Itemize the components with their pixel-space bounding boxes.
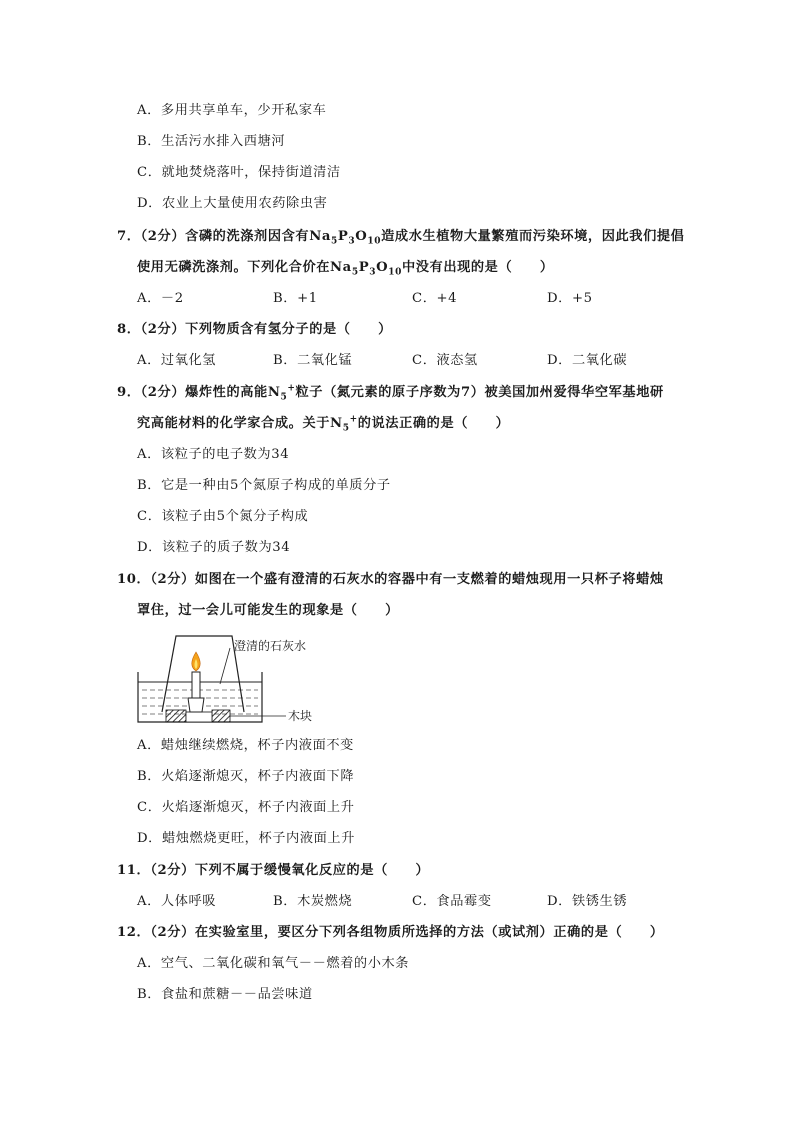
q10-option-a: A．蜡烛继续燃烧，杯子内液面不变 — [137, 738, 354, 753]
q7-stem-line1: 7．（2分）含磷的洗涤剂因含有$Na_5P_3O_{10}$造成水生植物大量繁殖而污染环境，因此我们提倡 — [117, 229, 685, 247]
q11-option-c: C．食品霉变 — [412, 894, 492, 909]
q7-stem-line2: 使用无磷洗涤剂。下列化合价在$Na_5P_3O_{10}$中没有出现的是（ ） — [137, 260, 554, 278]
q6-option-b: B．生活污水排入西塘河 — [137, 134, 286, 149]
q6-option-a: A．多用共享单车，少开私家车 — [137, 103, 327, 118]
q8-stem: 8．（2分）下列物质含有氢分子的是（ ） — [117, 322, 392, 337]
q7-formula: $Na_5P_3O_{10}$ — [309, 229, 382, 247]
q7-formula-2: $Na_5P_3O_{10}$ — [330, 260, 402, 278]
candle-holder — [188, 698, 204, 712]
q9-option-a: A．该粒子的电子数为34 — [137, 447, 290, 462]
q8-option-c: C．液态氢 — [412, 353, 478, 368]
q6-option-d: D．农业上大量使用农药除虫害 — [137, 196, 328, 211]
q9-option-b: B．它是一种由5个氮原子构成的单质分子 — [137, 478, 391, 493]
q12-option-b: B．食盐和蔗糖－－品尝味道 — [137, 987, 313, 1002]
q8-option-b: B．二氧化锰 — [273, 353, 353, 368]
q8-option-a: A．过氧化氢 — [137, 353, 217, 368]
q11-stem: 11．（2分）下列不属于缓慢氧化反应的是（ ） — [117, 863, 430, 878]
q12-option-a: A．空气、二氧化碳和氧气－－燃着的小木条 — [137, 956, 410, 971]
q10-stem-line2: 罩住，过一会儿可能发生的现象是（ ） — [137, 603, 399, 618]
q7-option-d: D．+5 — [547, 291, 593, 306]
q12-stem: 12．（2分）在实验室里，要区分下列各组物质所选择的方法（或试剂）正确的是（ ） — [117, 925, 664, 940]
q11-option-a: A．人体呼吸 — [137, 894, 217, 909]
q6-option-c: C．就地焚烧落叶，保持街道清洁 — [137, 165, 341, 180]
label-wood-block: 木块 — [288, 709, 313, 723]
q9-ion-2: $N_5^+$ — [330, 414, 358, 434]
q9-ion: $N_5^+$ — [267, 383, 296, 403]
q9-stem-line2: 究高能材料的化学家合成。关于$N_5^+$的说法正确的是（ ） — [137, 414, 510, 434]
wood-block-right — [212, 710, 230, 722]
q7-option-c: C．+4 — [412, 291, 458, 306]
q8-option-d: D．二氧化碳 — [547, 353, 628, 368]
q7-option-b: B．+1 — [273, 291, 318, 306]
label-limewater: 澄清的石灰水 — [234, 639, 307, 653]
q7-option-a: A．－2 — [137, 291, 184, 306]
q10-option-d: D．蜡烛燃烧更旺，杯子内液面上升 — [137, 831, 355, 846]
leader-limewater — [220, 648, 230, 684]
q11-option-b: B．木炭燃烧 — [273, 894, 353, 909]
q10-stem-line1: 10．（2分）如图在一个盛有澄清的石灰水的容器中有一支燃着的蜡烛现用一只杯子将蜡烛 — [117, 572, 664, 587]
candle — [192, 672, 200, 698]
wood-block-left — [166, 710, 186, 722]
wood-block-center — [186, 712, 212, 722]
q10-option-b: B．火焰逐渐熄灭，杯子内液面下降 — [137, 769, 355, 784]
q9-stem-line1: 9．（2分）爆炸性的高能$N_5^+$粒子（氮元素的原子序数为7）被美国加州爱得华空军基地研 — [117, 383, 664, 403]
q9-option-c: C．该粒子由5个氮分子构成 — [137, 509, 309, 524]
q10-option-c: C．火焰逐渐熄灭，杯子内液面上升 — [137, 800, 355, 815]
candle-experiment-figure — [134, 630, 394, 730]
q9-option-d: D．该粒子的质子数为34 — [137, 540, 291, 555]
q11-option-d: D．铁锈生锈 — [547, 894, 628, 909]
